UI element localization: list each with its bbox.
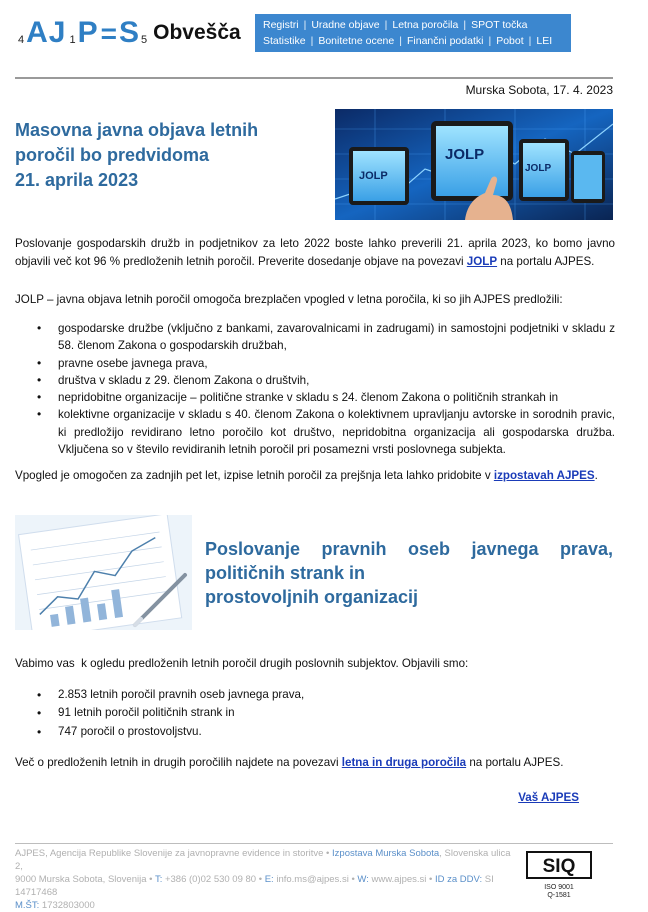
letna-porocila-link[interactable]: letna in druga poročila <box>341 756 467 769</box>
section2-title <box>205 537 613 609</box>
siq-logo-icon <box>526 851 592 879</box>
nav-separator: | <box>463 19 467 31</box>
title-word: javnega <box>471 539 539 559</box>
list-item: • 747 poročil o prostovoljstvu. <box>15 723 615 741</box>
nav-registri[interactable]: Registri <box>263 19 299 31</box>
nav-spot-tocka[interactable]: SPOT točka <box>471 19 528 31</box>
footer-web: www.ajpes.si • <box>368 874 435 885</box>
nav-separator: | <box>528 35 532 47</box>
nav-statistike[interactable]: Statistike <box>263 35 306 47</box>
tablet-right <box>519 139 569 201</box>
issue-date: Murska Sobota, 17. 4. 2023 <box>465 83 613 97</box>
nav-pobot[interactable]: Pobot <box>496 35 524 47</box>
jolp-label: JOLP <box>445 146 485 163</box>
list-item: • pravne osebe javnega prava, <box>15 355 615 372</box>
nav-row-1 <box>263 17 565 33</box>
section2-paragraph-1: Vabimo vas k ogledu predloženih letnih poročil drugih poslovnih subjektov. Objavili smo: <box>15 657 469 670</box>
nav-bonitetne-ocene[interactable]: Bonitetne ocene <box>318 35 395 47</box>
section1-title <box>15 118 315 193</box>
nav-letna-porocila[interactable]: Letna poročila <box>392 19 459 31</box>
footer-text: , Slovenska ulica 2, <box>15 848 511 872</box>
logo-letter: A <box>26 16 49 49</box>
paragraph-text: Poslovanje gospodarskih družb in podjetnikov za leto 2022 boste lahko preverili 21. aprila 2023, ko bomo javno objavili več kot 96 % predloženih letnih poročil. Preverite dosedanje objave na povezavi <box>15 237 615 268</box>
footer-email: info.ms@ajpes.si • <box>273 874 358 885</box>
footer-text: 9000 Murska Sobota, Slovenija • <box>15 874 155 885</box>
footer-line <box>15 899 520 912</box>
list-item: • kolektivne organizacije v skladu s 40. členom Zakona o kolektivnem upravljanju avtorske in sorodnih pravic, ki predložijo revidirano letno poročilo kot društvo, nepridobitna organizacija ali gospodarska družba. Vključena so v število revidiranih letnih poročil pri posamezni vrsti poslovnega subjekta. <box>15 406 615 458</box>
title-line: političnih strank in <box>205 563 366 583</box>
logo-equals: = <box>100 18 117 49</box>
list-item: • 2.853 letnih poročil pravnih oseb javnega prava, <box>15 686 615 704</box>
footer-phone: +386 (0)02 530 09 80 • <box>162 874 265 885</box>
cert-number: Q-1581 <box>547 892 571 899</box>
footer-divider <box>15 843 613 844</box>
nav-separator: | <box>384 19 388 31</box>
title-word: pravnih <box>321 539 387 559</box>
footer-text: AJPES, Agencija Republike Slovenije za javnopravne evidence in storitve • <box>15 848 333 859</box>
title-word: oseb <box>407 539 450 559</box>
jolp-tablets-image <box>335 109 613 220</box>
paragraph-text: Vpogled je omogočen za zadnjih pet let, izpise letnih poročil za prejšnja leta lahko pridobite v <box>15 469 494 482</box>
nav-separator: | <box>310 35 314 47</box>
title-line: Masovna javna objava letnih <box>15 120 259 140</box>
paragraph-text: Več o predloženih letnih in drugih poročilih najdete na povezavi <box>15 756 342 769</box>
section1-paragraph-1 <box>15 235 615 271</box>
footer-label: ID za DDV: <box>435 874 483 885</box>
paragraph-text: na portalu AJPES. <box>466 756 564 769</box>
header-divider <box>15 77 613 79</box>
logo-letter: J <box>48 16 67 49</box>
title-word: Poslovanje <box>205 539 301 559</box>
report-charts-image <box>15 515 192 630</box>
nav-separator: | <box>488 35 492 47</box>
title-line: 21. aprila 2023 <box>15 170 139 190</box>
tablet-left <box>349 147 409 205</box>
nav-uradne-objave[interactable]: Uradne objave <box>311 19 380 31</box>
title-line: prostovoljnih organizacij <box>205 587 419 607</box>
logo-digit: 4 <box>18 34 25 46</box>
footer-reg-number: 1732803000 <box>39 900 95 911</box>
logo-digit: 1 <box>69 34 76 46</box>
footer-office: Izpostava Murska Sobota <box>332 848 440 859</box>
footer-line <box>15 873 520 899</box>
title-line <box>205 537 613 561</box>
footer-contact <box>15 847 520 912</box>
section2-paragraph-2 <box>15 754 615 772</box>
nav-row-2 <box>263 33 565 49</box>
nav-separator: | <box>303 19 307 31</box>
nav-lei[interactable]: LEI <box>536 35 553 47</box>
section1-bullet-list <box>15 320 615 458</box>
paragraph-text: na portalu AJPES. <box>497 255 595 268</box>
title-word: prava, <box>559 539 613 559</box>
tablet-center <box>431 121 513 201</box>
footer-label: E: <box>264 874 274 885</box>
iso-label: ISO 9001 <box>544 884 574 891</box>
nav-separator: | <box>399 35 402 47</box>
title-line: poročil bo predvidoma <box>15 145 210 165</box>
newsletter-name: Obvešča <box>153 21 241 44</box>
list-item: • nepridobitne organizacije – politične stranke v skladu s 24. členom Zakona o političnih strankah in <box>15 389 615 406</box>
izpostave-link[interactable]: izpostavah AJPES <box>493 469 595 482</box>
nav-financni-podatki[interactable]: Finančni podatki <box>406 35 484 47</box>
section1-paragraph-2: JOLP – javna objava letnih poročil omogoča brezplačen vpogled v letna poročila, ki so jih AJPES predložili: <box>15 293 563 306</box>
section2-bullet-list <box>15 686 615 741</box>
list-item: • 91 letnih poročil političnih strank in <box>15 704 615 722</box>
footer-label: W: <box>357 874 369 885</box>
jolp-label: JOLP <box>525 163 552 174</box>
siq-certificate <box>526 851 592 897</box>
footer-line <box>15 847 520 873</box>
logo-letter: P <box>77 16 99 49</box>
signature-link[interactable]: Vaš AJPES <box>518 791 579 804</box>
footer-vat: SI 14717468 <box>15 874 494 898</box>
jolp-label: JOLP <box>359 170 388 182</box>
footer-label: T: <box>154 874 163 885</box>
list-item: • društva v skladu z 29. členom Zakona o društvih, <box>15 372 615 389</box>
logo-letter: S <box>118 16 140 49</box>
ajpes-logo <box>18 12 241 48</box>
siq-logo-text: SIQ <box>542 856 576 877</box>
logo-digit: 5 <box>141 34 148 46</box>
section1-paragraph-3 <box>15 467 615 485</box>
footer-label: M.ŠT: <box>15 900 40 911</box>
list-item: • gospodarske družbe (vključno z bankami, zavarovalnicami in zadrugami) in samostojni podjetniki v skladu z 58. členom Zakona o gospodarskih družbah, <box>15 320 615 355</box>
jolp-link[interactable]: JOLP <box>466 255 498 268</box>
paragraph-text: . <box>594 469 598 482</box>
nav-menu <box>255 14 571 52</box>
